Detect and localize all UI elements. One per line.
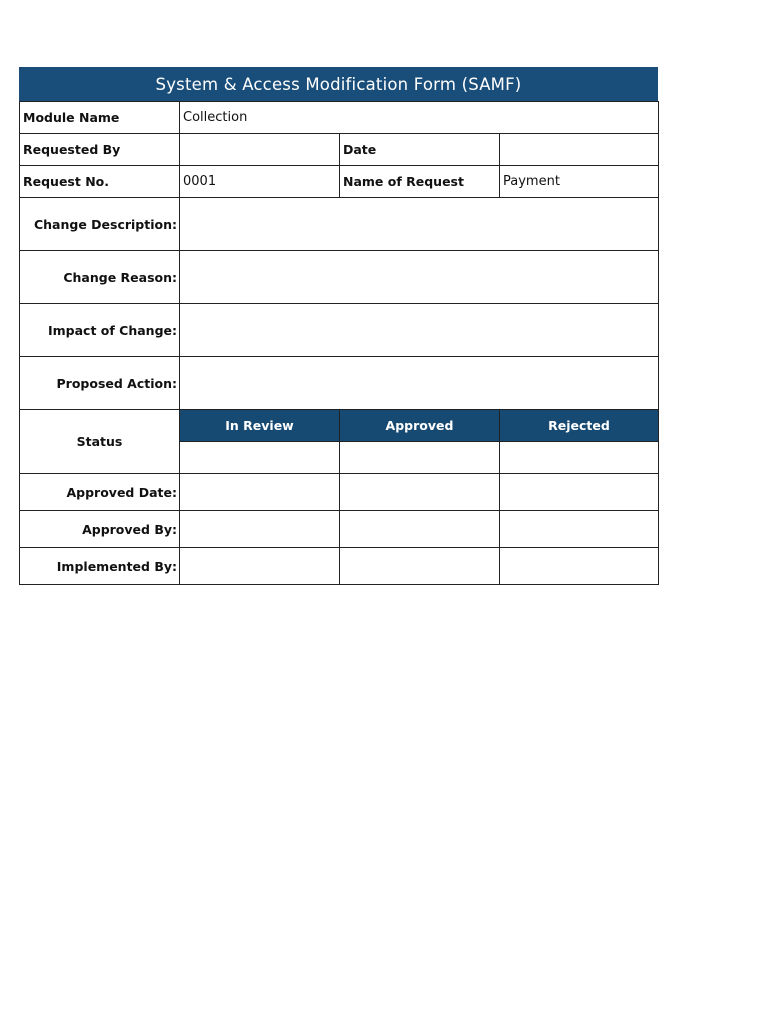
implemented-by-rejected-cell[interactable] xyxy=(500,548,659,585)
form-table xyxy=(19,101,659,585)
implemented-by-in-review-cell[interactable] xyxy=(180,548,340,585)
proposed-action-value[interactable] xyxy=(180,357,659,410)
date-label: Date xyxy=(340,134,500,166)
status-rejected-cell[interactable] xyxy=(500,442,659,474)
impact-of-change-label: Impact of Change: xyxy=(20,304,180,357)
status-rejected-header: Rejected xyxy=(500,410,659,442)
approved-by-rejected-cell[interactable] xyxy=(500,511,659,548)
approved-date-label: Approved Date: xyxy=(20,474,180,511)
module-name-value[interactable]: Collection xyxy=(180,102,659,134)
approved-date-row xyxy=(20,474,659,511)
module-name-label: Module Name xyxy=(20,102,180,134)
approved-by-approved-cell[interactable] xyxy=(340,511,500,548)
change-reason-value[interactable] xyxy=(180,251,659,304)
status-in-review-header: In Review xyxy=(180,410,340,442)
impact-of-change-row xyxy=(20,304,659,357)
proposed-action-label: Proposed Action: xyxy=(20,357,180,410)
approved-date-approved-cell[interactable] xyxy=(340,474,500,511)
change-description-value[interactable] xyxy=(180,198,659,251)
request-no-row xyxy=(20,166,659,198)
impact-of-change-value[interactable] xyxy=(180,304,659,357)
form-title: System & Access Modification Form (SAMF) xyxy=(19,67,658,101)
name-of-request-label: Name of Request xyxy=(340,166,500,198)
implemented-by-row xyxy=(20,548,659,585)
change-reason-row xyxy=(20,251,659,304)
approved-by-row xyxy=(20,511,659,548)
implemented-by-approved-cell[interactable] xyxy=(340,548,500,585)
requested-by-label: Requested By xyxy=(20,134,180,166)
change-description-label: Change Description: xyxy=(20,198,180,251)
requested-by-row xyxy=(20,134,659,166)
change-description-row xyxy=(20,198,659,251)
approved-by-label: Approved By: xyxy=(20,511,180,548)
approved-by-in-review-cell[interactable] xyxy=(180,511,340,548)
approved-date-in-review-cell[interactable] xyxy=(180,474,340,511)
date-value[interactable] xyxy=(500,134,659,166)
implemented-by-label: Implemented By: xyxy=(20,548,180,585)
request-no-value[interactable]: 0001 xyxy=(180,166,340,198)
request-no-label: Request No. xyxy=(20,166,180,198)
status-approved-cell[interactable] xyxy=(340,442,500,474)
requested-by-value[interactable] xyxy=(180,134,340,166)
status-approved-header: Approved xyxy=(340,410,500,442)
approved-date-rejected-cell[interactable] xyxy=(500,474,659,511)
status-header-row xyxy=(20,410,659,442)
change-reason-label: Change Reason: xyxy=(20,251,180,304)
proposed-action-row xyxy=(20,357,659,410)
status-in-review-cell[interactable] xyxy=(180,442,340,474)
samf-form xyxy=(19,67,658,585)
name-of-request-value[interactable]: Payment xyxy=(500,166,659,198)
status-label: Status xyxy=(20,410,180,474)
module-name-row xyxy=(20,102,659,134)
